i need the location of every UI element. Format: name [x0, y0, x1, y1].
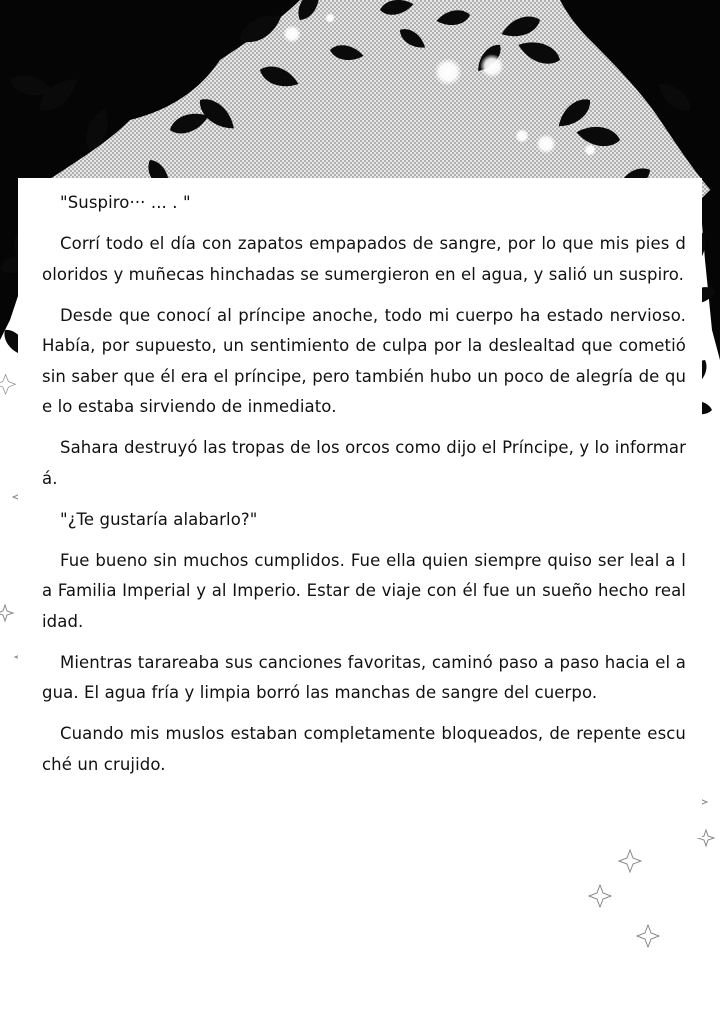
- story-text: [42, 188, 686, 791]
- paragraph-3: Desde que conocí al príncipe anoche, todo mi cuerpo ha estado nervioso. Había, por supuesto, un sentimiento de culpa por la deslealtad que cometió sin saber que él era el príncipe, pero también hubo un poco de alegría de que lo estaba sirviendo de inmediato.: [42, 305, 686, 416]
- paragraph-6: Fue bueno sin muchos cumplidos. Fue ella quien siempre quiso ser leal a la Familia Imperial y al Imperio. Estar de viaje con él fue un sueño hecho realidad.: [42, 550, 686, 631]
- paragraph-4: Sahara destruyó las tropas de los orcos como dijo el Príncipe, y lo informará.: [42, 438, 686, 488]
- text-panel: [18, 178, 702, 838]
- paragraph-2: Corrí todo el día con zapatos empapados de sangre, por lo que mis pies doloridos y muñecas hinchadas se sumergieron en el agua, y salió un suspiro.: [42, 234, 686, 284]
- paragraph-7: Mientras tarareaba sus canciones favoritas, caminó paso a paso hacia el agua. El agua fría y limpia borró las manchas de sangre del cuerpo.: [42, 652, 686, 702]
- paragraph-5: "¿Te gustaría alabarlo?": [60, 509, 258, 529]
- paragraph-8: Cuando mis muslos estaban completamente bloqueados, de repente escuché un crujido.: [42, 724, 686, 774]
- paragraph-1: "Suspiro··· ... . ": [60, 193, 191, 212]
